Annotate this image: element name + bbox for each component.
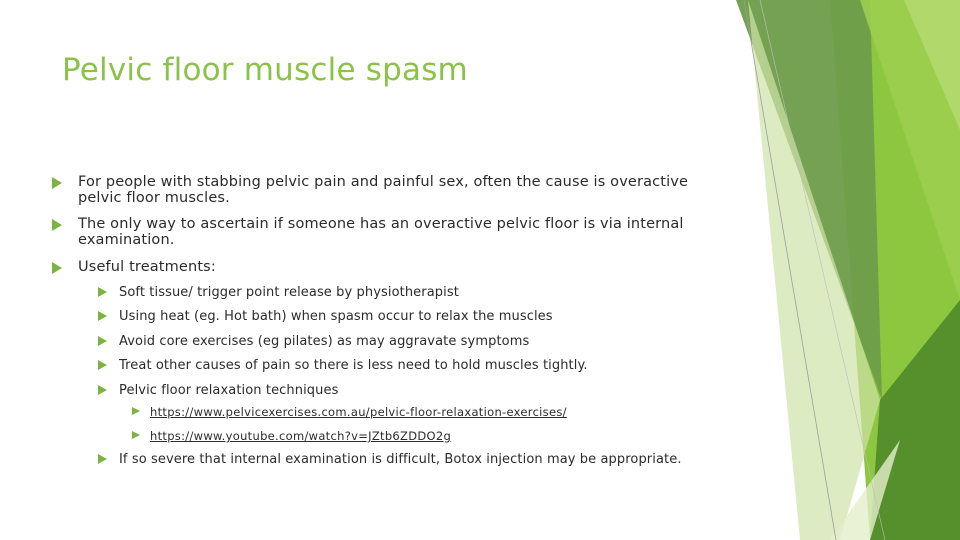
sub-bullet-item (98, 285, 459, 300)
sub-bullet-item (98, 452, 682, 467)
diamond-bullet-icon (98, 360, 107, 370)
sub-bullet-item (98, 383, 338, 398)
bullet-text: The only way to ascertain if someone has an overactive pelvic floor is via internal examination. (78, 216, 684, 248)
diamond-bullet-icon (52, 219, 62, 231)
pelvic-exercises-link[interactable]: https://www.pelvicexercises.com.au/pelvic-floor-relaxation-exercises/ (150, 405, 567, 419)
bullet-item (52, 259, 216, 275)
link-bullet-item (132, 406, 567, 419)
bullet-item (52, 216, 684, 248)
diamond-bullet-icon (132, 407, 140, 415)
bullet-item (52, 174, 688, 206)
diamond-bullet-icon (52, 262, 62, 274)
bullet-text: Using heat (eg. Hot bath) when spasm occur to relax the muscles (119, 309, 553, 324)
diamond-bullet-icon (98, 336, 107, 346)
bullet-text: Pelvic floor relaxation techniques (119, 383, 339, 398)
bullet-text: Avoid core exercises (eg pilates) as may aggravate symptoms (119, 334, 530, 349)
bullet-text: Useful treatments: (78, 259, 216, 275)
sub-bullet-item (98, 309, 553, 324)
link-bullet-item (132, 430, 451, 443)
diamond-bullet-icon (98, 311, 107, 321)
sub-bullet-item (98, 334, 529, 349)
diamond-bullet-icon (98, 385, 107, 395)
diamond-bullet-icon (98, 287, 107, 297)
bullet-text: Soft tissue/ trigger point release by physiotherapist (119, 285, 459, 300)
bullet-text: If so severe that internal examination is difficult, Botox injection may be appropriate. (119, 452, 682, 467)
diamond-bullet-icon (52, 177, 62, 189)
sub-bullet-item (98, 358, 588, 373)
bullet-text: Treat other causes of pain so there is less need to hold muscles tightly. (119, 358, 588, 373)
diamond-bullet-icon (98, 454, 107, 464)
slide-title: Pelvic floor muscle spasm (62, 52, 468, 88)
diamond-bullet-icon (132, 431, 140, 439)
youtube-video-link[interactable]: https://www.youtube.com/watch?v=JZtb6ZDDO2g (150, 429, 452, 443)
bullet-text: For people with stabbing pelvic pain and painful sex, often the cause is overactive pelvic floor muscles. (78, 174, 689, 206)
